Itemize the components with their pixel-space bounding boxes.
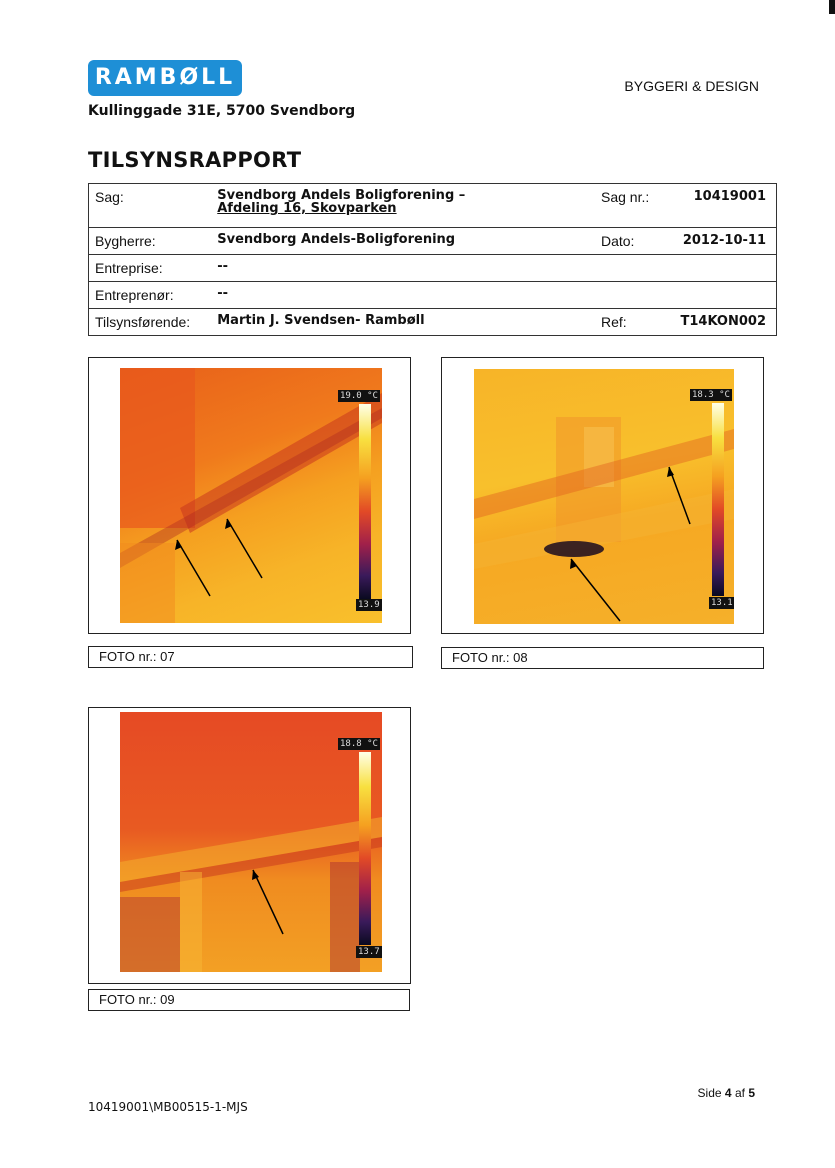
table-row: [89, 282, 777, 309]
scale-min-08: 13.1: [711, 598, 733, 608]
sag-label: Sag:: [95, 189, 124, 205]
logo-text: RAMBØLL: [94, 65, 236, 90]
table-row: [89, 309, 777, 336]
photo-frame-08: [441, 357, 764, 634]
thermal-detail-08: [474, 369, 734, 624]
scale-min-07: 13.9: [358, 600, 380, 610]
ref-value: T14KON002: [674, 309, 776, 336]
division-label: BYGGERI & DESIGN: [624, 78, 759, 94]
sag-value-line1: Svendborg Andels Boligforening –: [217, 188, 466, 203]
sagnr-label: Sag nr.:: [600, 189, 650, 205]
sag-value: [211, 184, 595, 228]
color-scale-bar-07: [359, 404, 371, 599]
case-info-table: [88, 183, 777, 336]
document-title: TILSYNSRAPPORT: [88, 148, 302, 172]
tilsyn-value: Martin J. Svendsen- Rambøll: [211, 309, 595, 336]
thermal-image-08: [474, 369, 734, 624]
scale-max-07: 19.0 °C: [340, 391, 378, 401]
page-number: [698, 1086, 755, 1100]
table-row: [89, 184, 777, 228]
office-address: Kullinggade 31E, 5700 Svendborg: [88, 103, 356, 119]
bygherre-value: Svendborg Andels-Boligforening: [211, 228, 595, 255]
entreprise-value: --: [211, 255, 595, 282]
scale-max-08: 18.3 °C: [692, 390, 730, 400]
sagnr-value: 10419001: [693, 189, 766, 204]
thermal-detail-09: [120, 712, 382, 972]
thermal-image-07: [120, 368, 382, 623]
photo-frame-07: [88, 357, 411, 634]
scale-max-09: 18.8 °C: [340, 739, 378, 749]
page-sep: af: [734, 1086, 745, 1100]
sag-value-line2: Afdeling 16, Skovparken: [217, 201, 397, 216]
entreprenor-value: --: [211, 282, 595, 309]
entreprenor-label: Entreprenør:: [89, 282, 212, 309]
scan-mark: [829, 0, 835, 14]
table-row: [89, 228, 777, 255]
photo-caption-08: FOTO nr.: 08: [441, 647, 764, 669]
tilsyn-label: Tilsynsførende:: [89, 309, 212, 336]
photo-frame-09: [88, 707, 411, 984]
entreprise-label: Entreprise:: [89, 255, 212, 282]
dato-label: Dato:: [595, 228, 675, 255]
thermal-detail-07: [120, 368, 382, 623]
color-scale-bar-08: [712, 403, 724, 596]
photo-caption-07: FOTO nr.: 07: [88, 646, 413, 668]
ramboll-logo: [88, 60, 242, 96]
table-row: [89, 255, 777, 282]
page-current: 4: [724, 1086, 732, 1100]
photo-caption-09: FOTO nr.: 09: [88, 989, 410, 1011]
color-scale-bar-09: [359, 752, 371, 945]
ref-label: Ref:: [595, 309, 675, 336]
page-prefix: Side: [697, 1086, 722, 1100]
dato-value: 2012-10-11: [674, 228, 776, 255]
scale-min-09: 13.7: [358, 947, 380, 957]
thermal-image-09: [120, 712, 382, 972]
document-reference: 10419001\MB00515-1-MJS: [88, 1100, 248, 1114]
bygherre-label: Bygherre:: [89, 228, 212, 255]
page-total: 5: [748, 1086, 755, 1100]
